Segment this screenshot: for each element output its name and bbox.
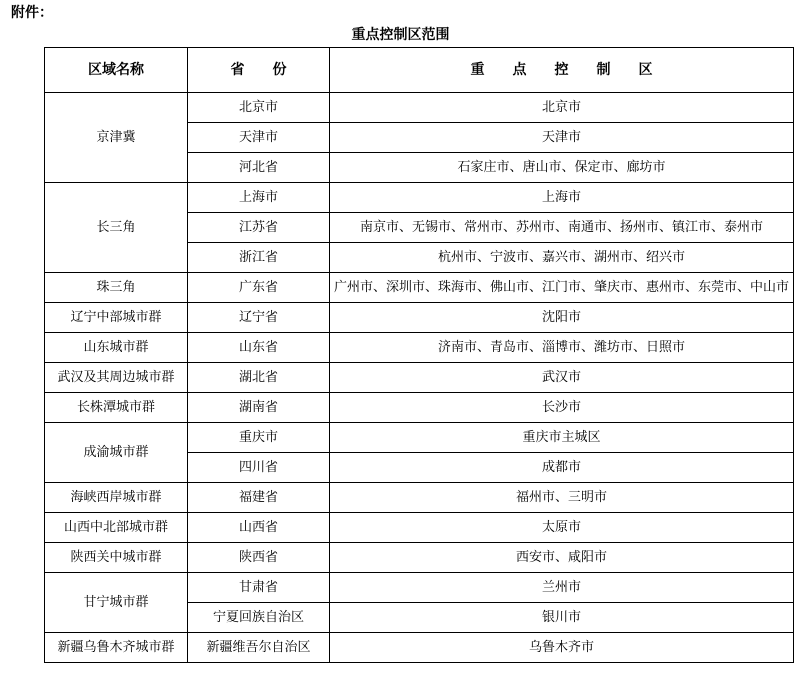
table-row: [45, 303, 794, 333]
document-title: 重点控制区范围: [351, 27, 450, 43]
region-name: 珠三角: [45, 273, 188, 303]
zone-cell: 乌鲁木齐市: [330, 633, 794, 663]
attachment-label: 附件：: [11, 5, 53, 21]
zone-cell: 西安市、咸阳市: [330, 543, 794, 573]
region-name: 长三角: [45, 183, 188, 273]
header-region: 区域名称: [45, 48, 188, 93]
table-row: [45, 573, 794, 603]
province-cell: 宁夏回族自治区: [188, 603, 330, 633]
zone-cell: 上海市: [330, 183, 794, 213]
zone-cell: 石家庄市、唐山市、保定市、廊坊市: [330, 153, 794, 183]
region-name: 武汉及其周边城市群: [45, 363, 188, 393]
zone-cell: 兰州市: [330, 573, 794, 603]
region-name: 甘宁城市群: [45, 573, 188, 633]
zone-cell: 成都市: [330, 453, 794, 483]
zone-cell: 沈阳市: [330, 303, 794, 333]
table-row: [45, 423, 794, 453]
zone-cell: 天津市: [330, 123, 794, 153]
region-name: 山西中北部城市群: [45, 513, 188, 543]
province-cell: 河北省: [188, 153, 330, 183]
province-cell: 辽宁省: [188, 303, 330, 333]
province-cell: 湖南省: [188, 393, 330, 423]
province-cell: 天津市: [188, 123, 330, 153]
region-name: 成渝城市群: [45, 423, 188, 483]
table-row: [45, 363, 794, 393]
province-cell: 上海市: [188, 183, 330, 213]
province-cell: 浙江省: [188, 243, 330, 273]
zone-cell: 银川市: [330, 603, 794, 633]
province-cell: 广东省: [188, 273, 330, 303]
table-row: [45, 393, 794, 423]
region-name: 长株潭城市群: [45, 393, 188, 423]
province-cell: 重庆市: [188, 423, 330, 453]
control-zone-table: [44, 47, 794, 663]
zone-cell: 武汉市: [330, 363, 794, 393]
province-cell: 山西省: [188, 513, 330, 543]
province-cell: 江苏省: [188, 213, 330, 243]
province-cell: 四川省: [188, 453, 330, 483]
zone-cell: 福州市、三明市: [330, 483, 794, 513]
region-name: 海峡西岸城市群: [45, 483, 188, 513]
zone-cell: 北京市: [330, 93, 794, 123]
table-row: [45, 483, 794, 513]
zone-cell: 济南市、青岛市、淄博市、潍坊市、日照市: [330, 333, 794, 363]
table-row: [45, 333, 794, 363]
province-cell: 甘肃省: [188, 573, 330, 603]
province-cell: 湖北省: [188, 363, 330, 393]
table-row: [45, 513, 794, 543]
region-name: 辽宁中部城市群: [45, 303, 188, 333]
region-name: 京津冀: [45, 93, 188, 183]
province-cell: 新疆维吾尔自治区: [188, 633, 330, 663]
zone-cell: 长沙市: [330, 393, 794, 423]
header-row: [45, 48, 794, 93]
zone-cell: 重庆市主城区: [330, 423, 794, 453]
header-province: 省 份: [188, 48, 330, 93]
table-row: [45, 93, 794, 123]
province-cell: 山东省: [188, 333, 330, 363]
region-name: 山东城市群: [45, 333, 188, 363]
zone-cell: 杭州市、宁波市、嘉兴市、湖州市、绍兴市: [330, 243, 794, 273]
province-cell: 福建省: [188, 483, 330, 513]
region-name: 新疆乌鲁木齐城市群: [45, 633, 188, 663]
table-row: [45, 543, 794, 573]
table-row: [45, 273, 794, 303]
province-cell: 北京市: [188, 93, 330, 123]
zone-cell: 广州市、深圳市、珠海市、佛山市、江门市、肇庆市、惠州市、东莞市、中山市: [330, 273, 794, 303]
table-row: [45, 183, 794, 213]
zone-cell: 太原市: [330, 513, 794, 543]
header-zone: 重 点 控 制 区: [330, 48, 794, 93]
zone-cell: 南京市、无锡市、常州市、苏州市、南通市、扬州市、镇江市、泰州市: [330, 213, 794, 243]
table-row: [45, 633, 794, 663]
region-name: 陕西关中城市群: [45, 543, 188, 573]
province-cell: 陕西省: [188, 543, 330, 573]
